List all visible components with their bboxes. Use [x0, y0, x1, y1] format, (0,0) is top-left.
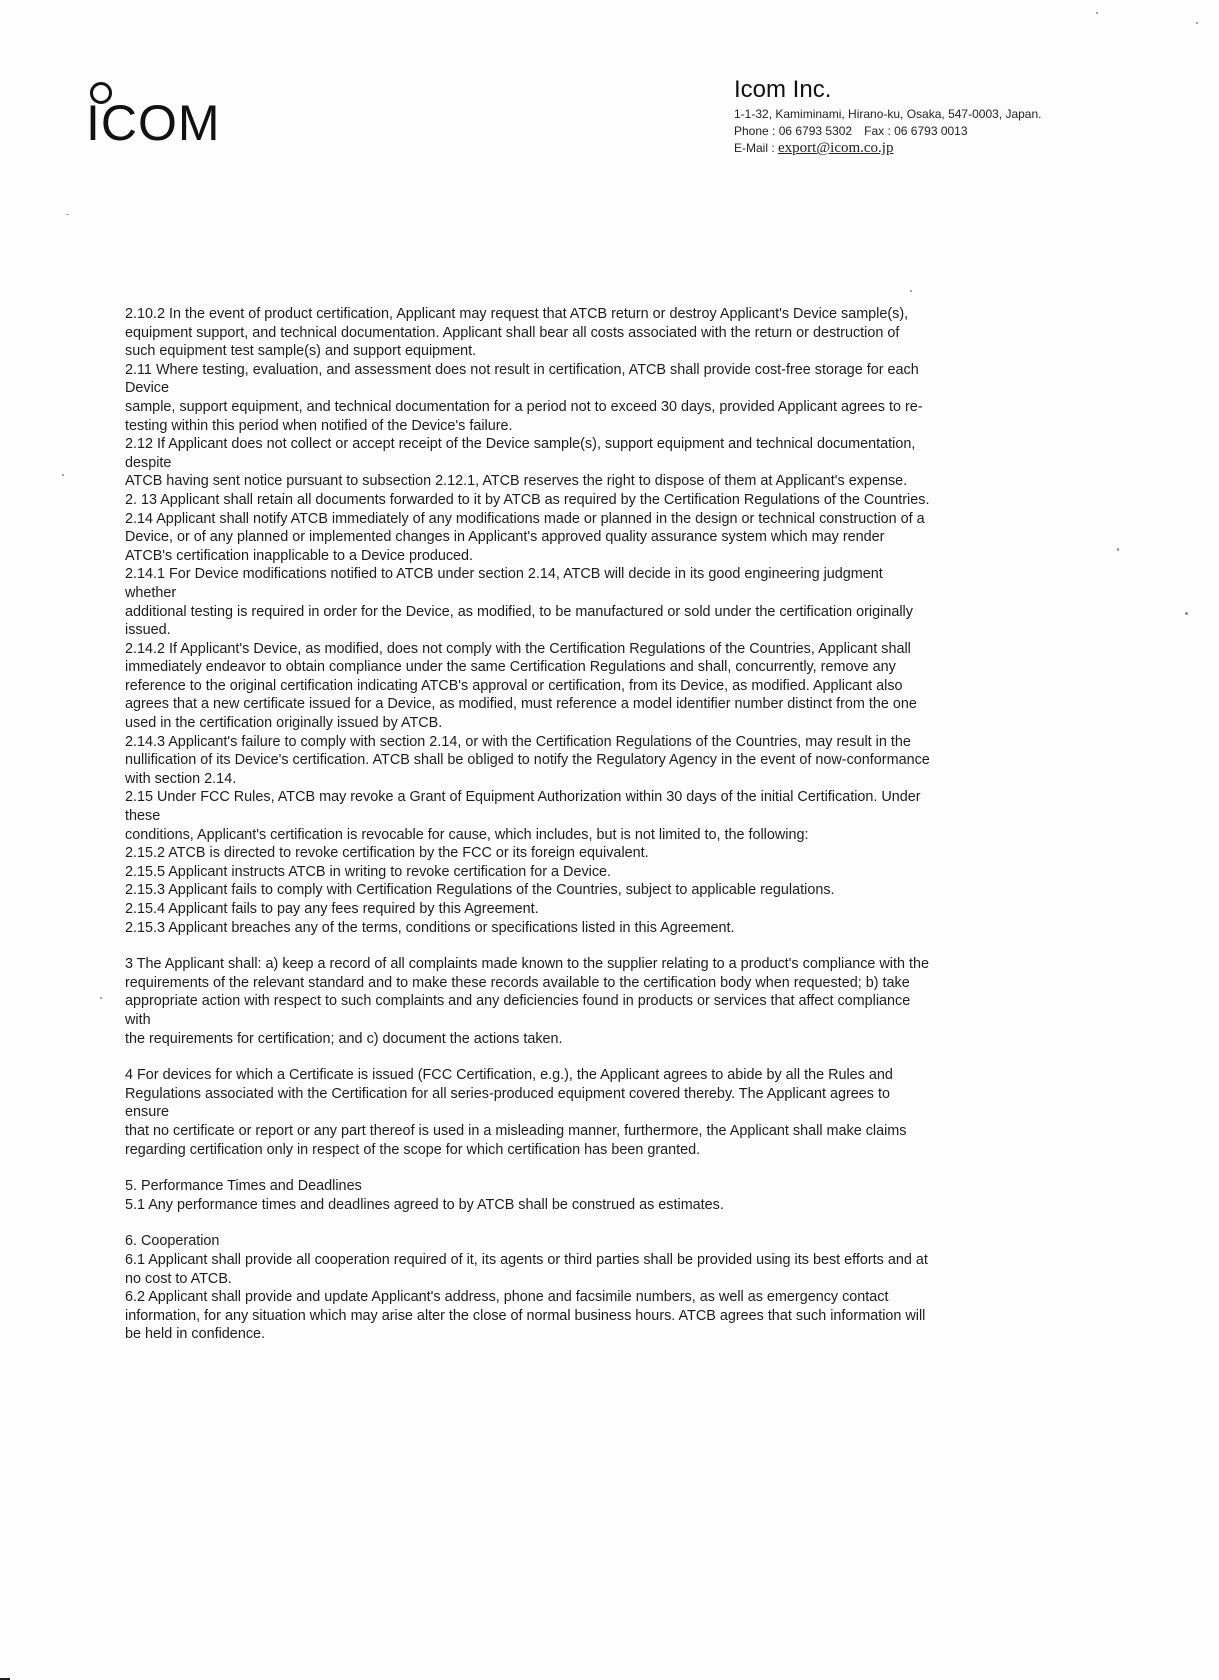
- text-line: Device, or of any planned or implemented changes in Applicant's approved quality assurance system which may render: [125, 529, 885, 546]
- text-line: 5.1 Any performance times and deadlines agreed to by ATCB shall be construed as estimates.: [125, 1196, 724, 1213]
- company-address: 1-1-32, Kamiminami, Hirano-ku, Osaka, 547-0003, Japan.: [734, 107, 1042, 121]
- text-line: 2.15.3 Applicant breaches any of the terms, conditions or specifications listed in this Agreement.: [125, 919, 735, 936]
- scan-speck: [1096, 12, 1098, 14]
- text-line: reference to the original certification indicating ATCB's approval or certification, from its Device, as modified. Applicant also: [125, 677, 903, 694]
- text-line: despite: [125, 454, 172, 471]
- text-line: conditions, Applicant's certification is revocable for cause, which includes, but is not limited to, the following:: [125, 826, 809, 843]
- text-line: ensure: [125, 1104, 170, 1121]
- text-line: requirements of the relevant standard and to make these records available to the certification body when requested; b) take: [125, 974, 910, 991]
- text-line: that no certificate or report or any part thereof is used in a misleading manner, furthermore, the Applicant shall make claims: [125, 1122, 907, 1139]
- text-line: these: [125, 808, 161, 825]
- text-line: sample, support equipment, and technical documentation for a period not to exceed 30 days, provided Applicant agrees to re-: [125, 398, 923, 415]
- text-line: 2.11 Where testing, evaluation, and assessment does not result in certification, ATCB shall provide cost-free storage for each: [125, 361, 919, 378]
- paragraph-gap: [125, 1214, 1090, 1232]
- scan-speck: [62, 474, 64, 476]
- text-line: 2.15.3 Applicant fails to comply with Certification Regulations of the Countries, subject to applicable regulations.: [125, 882, 835, 899]
- text-line: nullification of its Device's certification. ATCB shall be obliged to notify the Regulatory Agency in the event of now-conformance: [125, 752, 930, 769]
- text-line: 4 For devices for which a Certificate is issued (FCC Certification, e.g.), the Applicant agrees to abide by all the Rules and: [125, 1067, 893, 1084]
- text-line: 2.15 Under FCC Rules, ATCB may revoke a Grant of Equipment Authorization within 30 days of the initial Certification. Under: [125, 789, 921, 806]
- scan-speck: [910, 290, 912, 292]
- text-line: with section 2.14.: [125, 770, 237, 787]
- text-line: Regulations associated with the Certification for all series-produced equipment covered thereby. The Applicant agrees to: [125, 1085, 891, 1102]
- scan-speck: [66, 214, 69, 215]
- text-line: ATCB having sent notice pursuant to subsection 2.12.1, ATCB reserves the right to dispose of them at Applicant's expense.: [125, 473, 908, 490]
- text-line: 2.14 Applicant shall notify ATCB immediately of any modifications made or planned in the design or technical construction of a: [125, 510, 925, 527]
- company-name: Icom Inc.: [734, 76, 832, 103]
- text-line: information, for any situation which may arise alter the close of normal business hours. ATCB agrees that such information will: [125, 1307, 926, 1324]
- company-email-line: [734, 140, 1134, 157]
- company-fax: Fax : 06 6793 0013: [864, 124, 968, 138]
- logo-text: ICOM: [86, 95, 221, 151]
- scan-speck: [1196, 22, 1198, 24]
- text-line: 2.15.4 Applicant fails to pay any fees required by this Agreement.: [125, 901, 539, 917]
- text-line: ATCB's certification inapplicable to a Device produced.: [125, 547, 474, 564]
- paragraph-gap: [125, 1159, 1090, 1177]
- scan-speck: [1185, 612, 1188, 615]
- text-line: testing within this period when notified of the Device's failure.: [125, 417, 513, 434]
- text-line: equipment support, and technical documentation. Applicant shall bear all costs associated with the return or destruction of: [125, 324, 900, 341]
- text-line: additional testing is required in order for the Device, as modified, to be manufactured or sold under the certification originally: [125, 603, 913, 620]
- paragraph-gap: [125, 937, 1090, 955]
- scan-speck: [100, 997, 102, 999]
- company-header: [734, 76, 1134, 157]
- paragraph-gap: [125, 1048, 1090, 1066]
- text-line: issued.: [125, 622, 171, 639]
- company-phone-fax: [734, 123, 1134, 140]
- scan-speck: [1117, 548, 1119, 551]
- text-line: 2.10.2 In the event of product certification, Applicant may request that ATCB return or destroy Applicant's Device sample(s),: [125, 306, 909, 322]
- text-line: 2. 13 Applicant shall retain all documents forwarded to it by ATCB as required by the Certification Regulations of the Countries.: [125, 491, 930, 508]
- icom-logo: [86, 78, 246, 158]
- text-line: 6.1 Applicant shall provide all cooperation required of it, its agents or third parties shall be provided using its best efforts and at: [125, 1251, 928, 1268]
- company-phone: Phone : 06 6793 5302: [734, 124, 853, 138]
- text-line: be held in confidence.: [125, 1326, 266, 1343]
- text-line: agrees that a new certificate issued for a Device, as modified, must reference a model identifier number distinct from the one: [125, 696, 917, 713]
- text-line: 2.15.2 ATCB is directed to revoke certification by the FCC or its foreign equivalent.: [125, 845, 649, 862]
- text-line: 2.14.3 Applicant's failure to comply with section 2.14, or with the Certification Regulations of the Countries, may result in the: [125, 733, 911, 750]
- email-link[interactable]: export@icom.co.jp: [778, 140, 894, 156]
- email-label: E-Mail :: [734, 141, 779, 155]
- text-line: no cost to ATCB.: [125, 1270, 232, 1287]
- text-line: appropriate action with respect to such complaints and any deficiencies found in products or services that affect compliance: [125, 993, 911, 1010]
- text-line: Device: [125, 380, 169, 397]
- text-line: 2.15.5 Applicant instructs ATCB in writing to revoke certification for a Device.: [125, 863, 612, 880]
- text-line: 6. Cooperation: [125, 1233, 220, 1250]
- text-line: 2.14.1 For Device modifications notified to ATCB under section 2.14, ATCB will decide in its good engineering judgment: [125, 566, 883, 583]
- text-line: such equipment test sample(s) and support equipment.: [125, 343, 477, 360]
- text-line: whether: [125, 584, 177, 601]
- agreement-body-text: [125, 305, 1090, 1344]
- text-line: used in the certification originally issued by ATCB.: [125, 715, 443, 732]
- text-line: 2.14.2 If Applicant's Device, as modified, does not comply with the Certification Regulations of the Countries, Applicant shall: [125, 640, 911, 657]
- text-line: 2.12 If Applicant does not collect or accept receipt of the Device sample(s), support equipment and technical documentation,: [125, 436, 916, 453]
- text-line: the requirements for certification; and c) document the actions taken.: [125, 1030, 563, 1047]
- text-line: regarding certification only in respect of the scope for which certification has been granted.: [125, 1141, 701, 1158]
- text-line: with: [125, 1011, 151, 1028]
- text-line: 5. Performance Times and Deadlines: [125, 1178, 362, 1195]
- text-line: 3 The Applicant shall: a) keep a record of all complaints made known to the supplier relating to a product's compliance with the: [125, 956, 930, 973]
- text-line: immediately endeavor to obtain compliance under the same Certification Regulations and shall, concurrently, remove any: [125, 659, 896, 676]
- text-line: 6.2 Applicant shall provide and update Applicant's address, phone and facsimile numbers, as well as emergency contact: [125, 1289, 889, 1306]
